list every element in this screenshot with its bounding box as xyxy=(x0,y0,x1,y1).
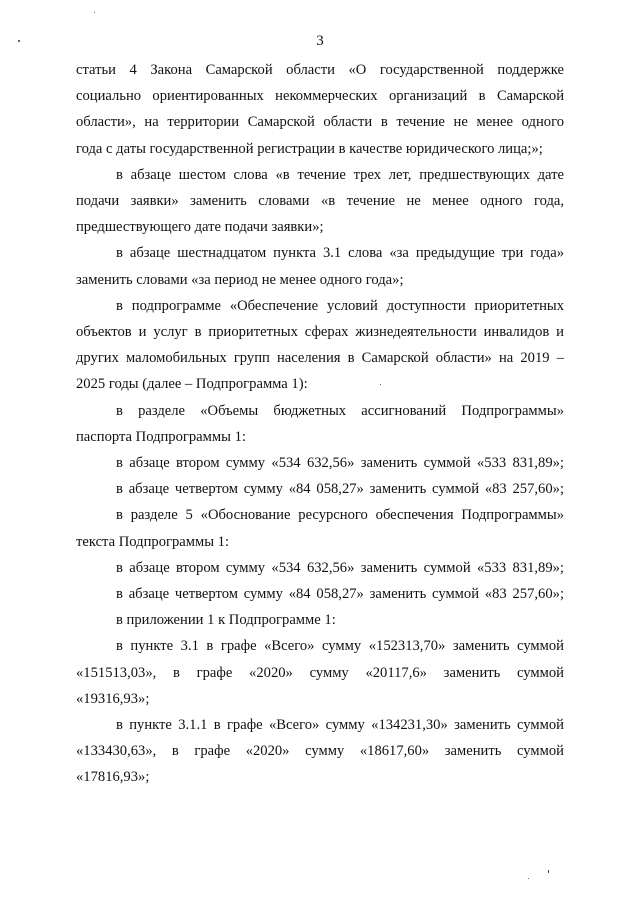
paragraph-13 xyxy=(76,712,564,791)
paragraph-line: «133430,63», в графе «2020» сумму «18617,60» заменить суммой xyxy=(76,743,564,760)
paragraph-line: в подпрограмме «Обеспечение условий доступности приоритетных xyxy=(116,297,564,314)
paragraph-line: предшествующего дате подачи заявки»; xyxy=(76,219,324,236)
paragraph-line: «19316,93»; xyxy=(76,690,150,707)
paragraph-line: в абзаце втором сумму «534 632,56» заменить суммой «533 831,89»; xyxy=(116,559,564,576)
scan-speck xyxy=(548,870,549,873)
paragraph-line: текста Подпрограммы 1: xyxy=(76,533,230,550)
paragraph-4 xyxy=(76,293,564,398)
paragraph-line: в разделе «Объемы бюджетных ассигнований Подпрограммы» xyxy=(116,402,564,419)
paragraph-12 xyxy=(76,633,564,712)
paragraph-line: других маломобильных групп населения в Самарской области» на 2019 – xyxy=(76,350,564,367)
paragraph-line: «151513,03», в графе «2020» сумму «20117,6» заменить суммой xyxy=(76,664,564,681)
paragraph-1 xyxy=(76,57,564,162)
paragraph-line: в абзаце четвертом сумму «84 058,27» заменить суммой «83 257,60»; xyxy=(116,586,564,603)
paragraph-2 xyxy=(76,162,564,241)
document-body xyxy=(76,57,564,791)
paragraph-line: в приложении 1 к Подпрограмме 1: xyxy=(116,612,336,629)
paragraph-9 xyxy=(76,555,564,581)
paragraph-11 xyxy=(76,607,564,633)
paragraph-line: «17816,93»; xyxy=(76,769,150,786)
paragraph-7 xyxy=(76,476,564,502)
paragraph-line: года с даты государственной регистрации в качестве юридического лица;»; xyxy=(76,140,543,157)
paragraph-line: в пункте 3.1 в графе «Всего» сумму «152313,70» заменить суммой xyxy=(116,638,564,655)
paragraph-5 xyxy=(76,398,564,450)
paragraph-line: в пункте 3.1.1 в графе «Всего» сумму «134231,30» заменить суммой xyxy=(116,717,564,734)
paragraph-line: области», на территории Самарской области в течение не менее одного xyxy=(76,114,564,131)
paragraph-3 xyxy=(76,240,564,292)
paragraph-line: в абзаце шестнадцатом пункта 3.1 слова «за предыдущие три года» xyxy=(116,245,564,262)
paragraph-line: в абзаце втором сумму «534 632,56» заменить суммой «533 831,89»; xyxy=(116,455,564,472)
paragraph-line: подачи заявки» заменить словами «в течение не менее одного года, xyxy=(76,193,564,210)
paragraph-line: социально ориентированных некоммерческих организаций в Самарской xyxy=(76,88,564,105)
paragraph-line: паспорта Подпрограммы 1: xyxy=(76,428,246,445)
paragraph-line: в абзаце шестом слова «в течение трех лет, предшествующих дате xyxy=(116,166,564,183)
paragraph-line: 2025 годы (далее – Подпрограмма 1): xyxy=(76,376,308,393)
paragraph-line: объектов и услуг в приоритетных сферах жизнедеятельности инвалидов и xyxy=(76,324,564,341)
paragraph-6 xyxy=(76,450,564,476)
scan-speck xyxy=(380,384,381,385)
paragraph-line: в разделе 5 «Обоснование ресурсного обеспечения Подпрограммы» xyxy=(116,507,564,524)
scan-speck xyxy=(94,12,95,13)
scan-speck xyxy=(528,878,529,879)
page-number: 3 xyxy=(316,33,324,49)
paragraph-line: заменить словами «за период не менее одного года»; xyxy=(76,271,404,288)
paragraph-10 xyxy=(76,581,564,607)
paragraph-line: статьи 4 Закона Самарской области «О государственной поддержке xyxy=(76,62,564,78)
scan-speck xyxy=(18,40,20,42)
paragraph-8 xyxy=(76,502,564,554)
paragraph-line: в абзаце четвертом сумму «84 058,27» заменить суммой «83 257,60»; xyxy=(116,481,564,498)
